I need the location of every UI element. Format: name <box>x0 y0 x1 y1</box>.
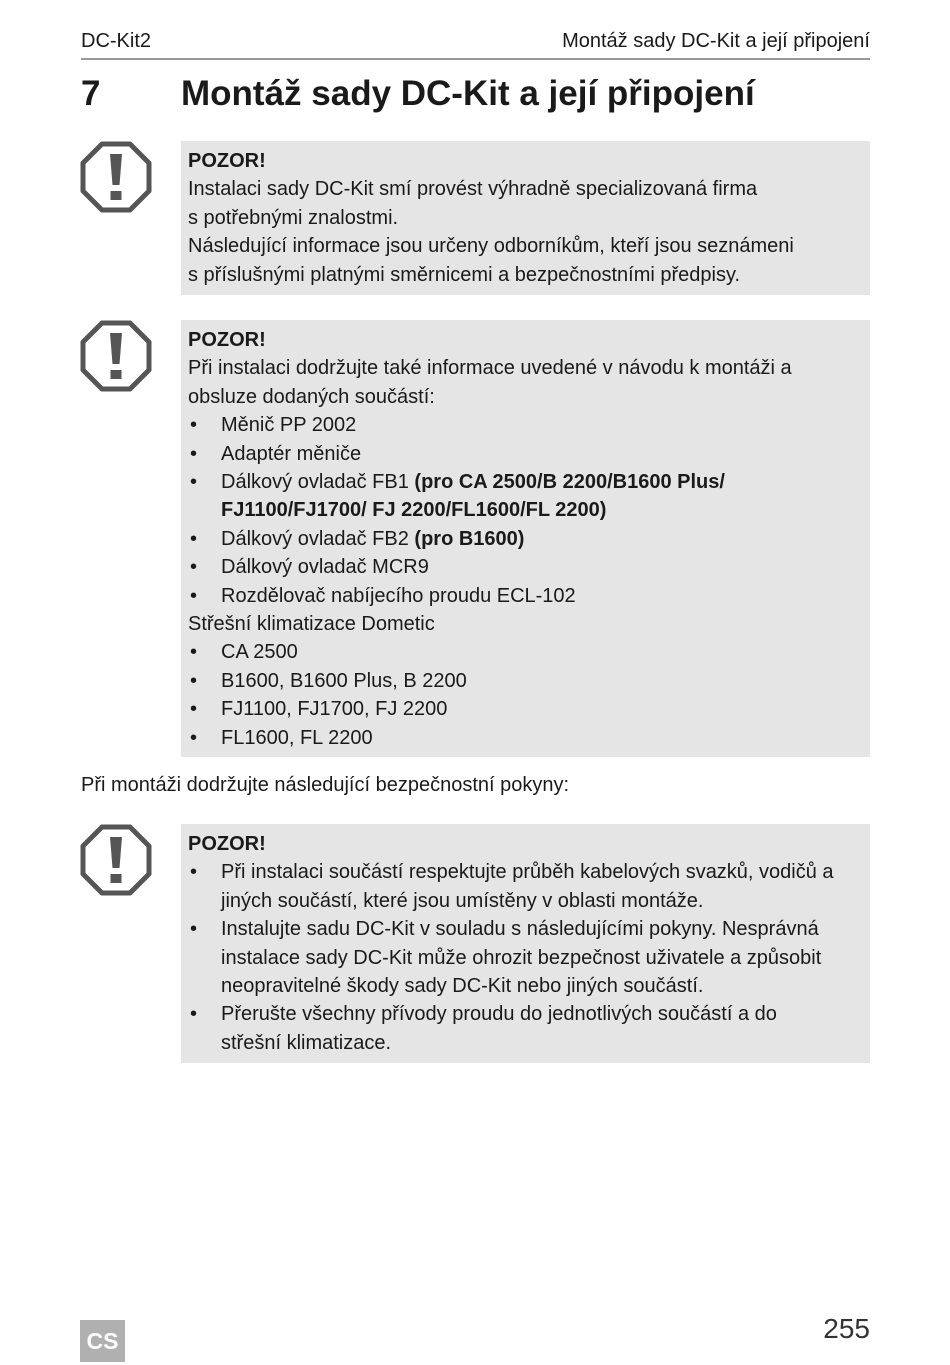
warning-box-safety-instructions <box>181 824 870 1063</box>
list-item: • FL1600, FL 2200 <box>188 724 860 752</box>
safety-instructions-intro: Při montáži dodržujte následující bezpečnostní pokyny: <box>81 774 570 796</box>
list-item: • Při instalaci součástí respektujte průběh kabelových svazků, vodičů a <box>188 858 860 886</box>
warning-box-component-manuals <box>181 320 870 757</box>
list-item <box>188 525 860 553</box>
list-item-continued: jiných součástí, které jsou umístěny v oblasti montáže. <box>221 889 704 912</box>
warning-text-line: Při instalaci dodržujte také informace uvedené v návodu k montáži a <box>188 357 792 380</box>
warning-text-line: s potřebnými znalostmi. <box>188 206 399 229</box>
list-item: • Adaptér měniče <box>188 440 860 468</box>
list-item <box>188 468 860 496</box>
subheading-air-conditioners: Střešní klimatizace Dometic <box>188 613 435 636</box>
header-divider <box>81 58 870 60</box>
list-item-continued: střešní klimatizace. <box>221 1031 392 1054</box>
warning-icon <box>80 824 152 896</box>
warning-heading: POZOR! <box>188 150 266 172</box>
page-number: 255 <box>823 1313 870 1344</box>
list-item-continued: neopravitelné škody sady DC-Kit nebo jiných součástí. <box>221 975 704 998</box>
warning-icon <box>80 320 152 392</box>
list-item: • Rozdělovač nabíjecího proudu ECL-102 <box>188 582 860 610</box>
running-header-product: DC-Kit2 <box>81 30 152 52</box>
list-item: • Měnič PP 2002 <box>188 411 860 439</box>
list-item: • Instalujte sadu DC-Kit v souladu s následujícími pokyny. Nesprávná <box>188 915 860 943</box>
warning-text-line: Následující informace jsou určeny odborníkům, kteří jsou seznámeni <box>188 235 794 258</box>
warning-icon <box>80 141 152 213</box>
chapter-title: Montáž sady DC-Kit a její připojení <box>181 74 755 113</box>
warning-text-line: obsluze dodaných součástí: <box>188 385 435 408</box>
list-item: • CA 2500 <box>188 638 860 666</box>
list-item: • Přerušte všechny přívody proudu do jednotlivých součástí a do <box>188 1000 860 1028</box>
list-item-continued: instalace sady DC-Kit může ohrozit bezpečnost uživatele a způsobit <box>221 946 822 969</box>
list-item: • Dálkový ovladač MCR9 <box>188 553 860 581</box>
list-item-models-continued: FJ1100/FJ1700/ FJ 2200/FL1600/FL 2200) <box>221 499 607 522</box>
warning-text-line: s příslušnými platnými směrnicemi a bezpečnostními předpisy. <box>188 263 741 286</box>
list-item-models: (pro B1600) <box>414 527 525 550</box>
list-item-text: Dálkový ovladač FB2 <box>221 527 415 550</box>
list-item: • FJ1100, FJ1700, FJ 2200 <box>188 695 860 723</box>
warning-text-line: Instalaci sady DC-Kit smí provést výhradně specializovaná firma <box>188 178 758 201</box>
list-item-text: Dálkový ovladač FB1 <box>221 471 415 494</box>
list-item-models: (pro CA 2500/B 2200/B1600 Plus/ <box>414 471 725 494</box>
warning-heading: POZOR! <box>188 329 266 351</box>
running-header-section: Montáž sady DC-Kit a její připojení <box>562 30 870 52</box>
chapter-number: 7 <box>81 74 101 113</box>
language-tag: CS <box>80 1320 125 1362</box>
list-item: • B1600, B1600 Plus, B 2200 <box>188 667 860 695</box>
warning-box-qualified-installer <box>181 141 870 295</box>
warning-heading: POZOR! <box>188 833 266 855</box>
